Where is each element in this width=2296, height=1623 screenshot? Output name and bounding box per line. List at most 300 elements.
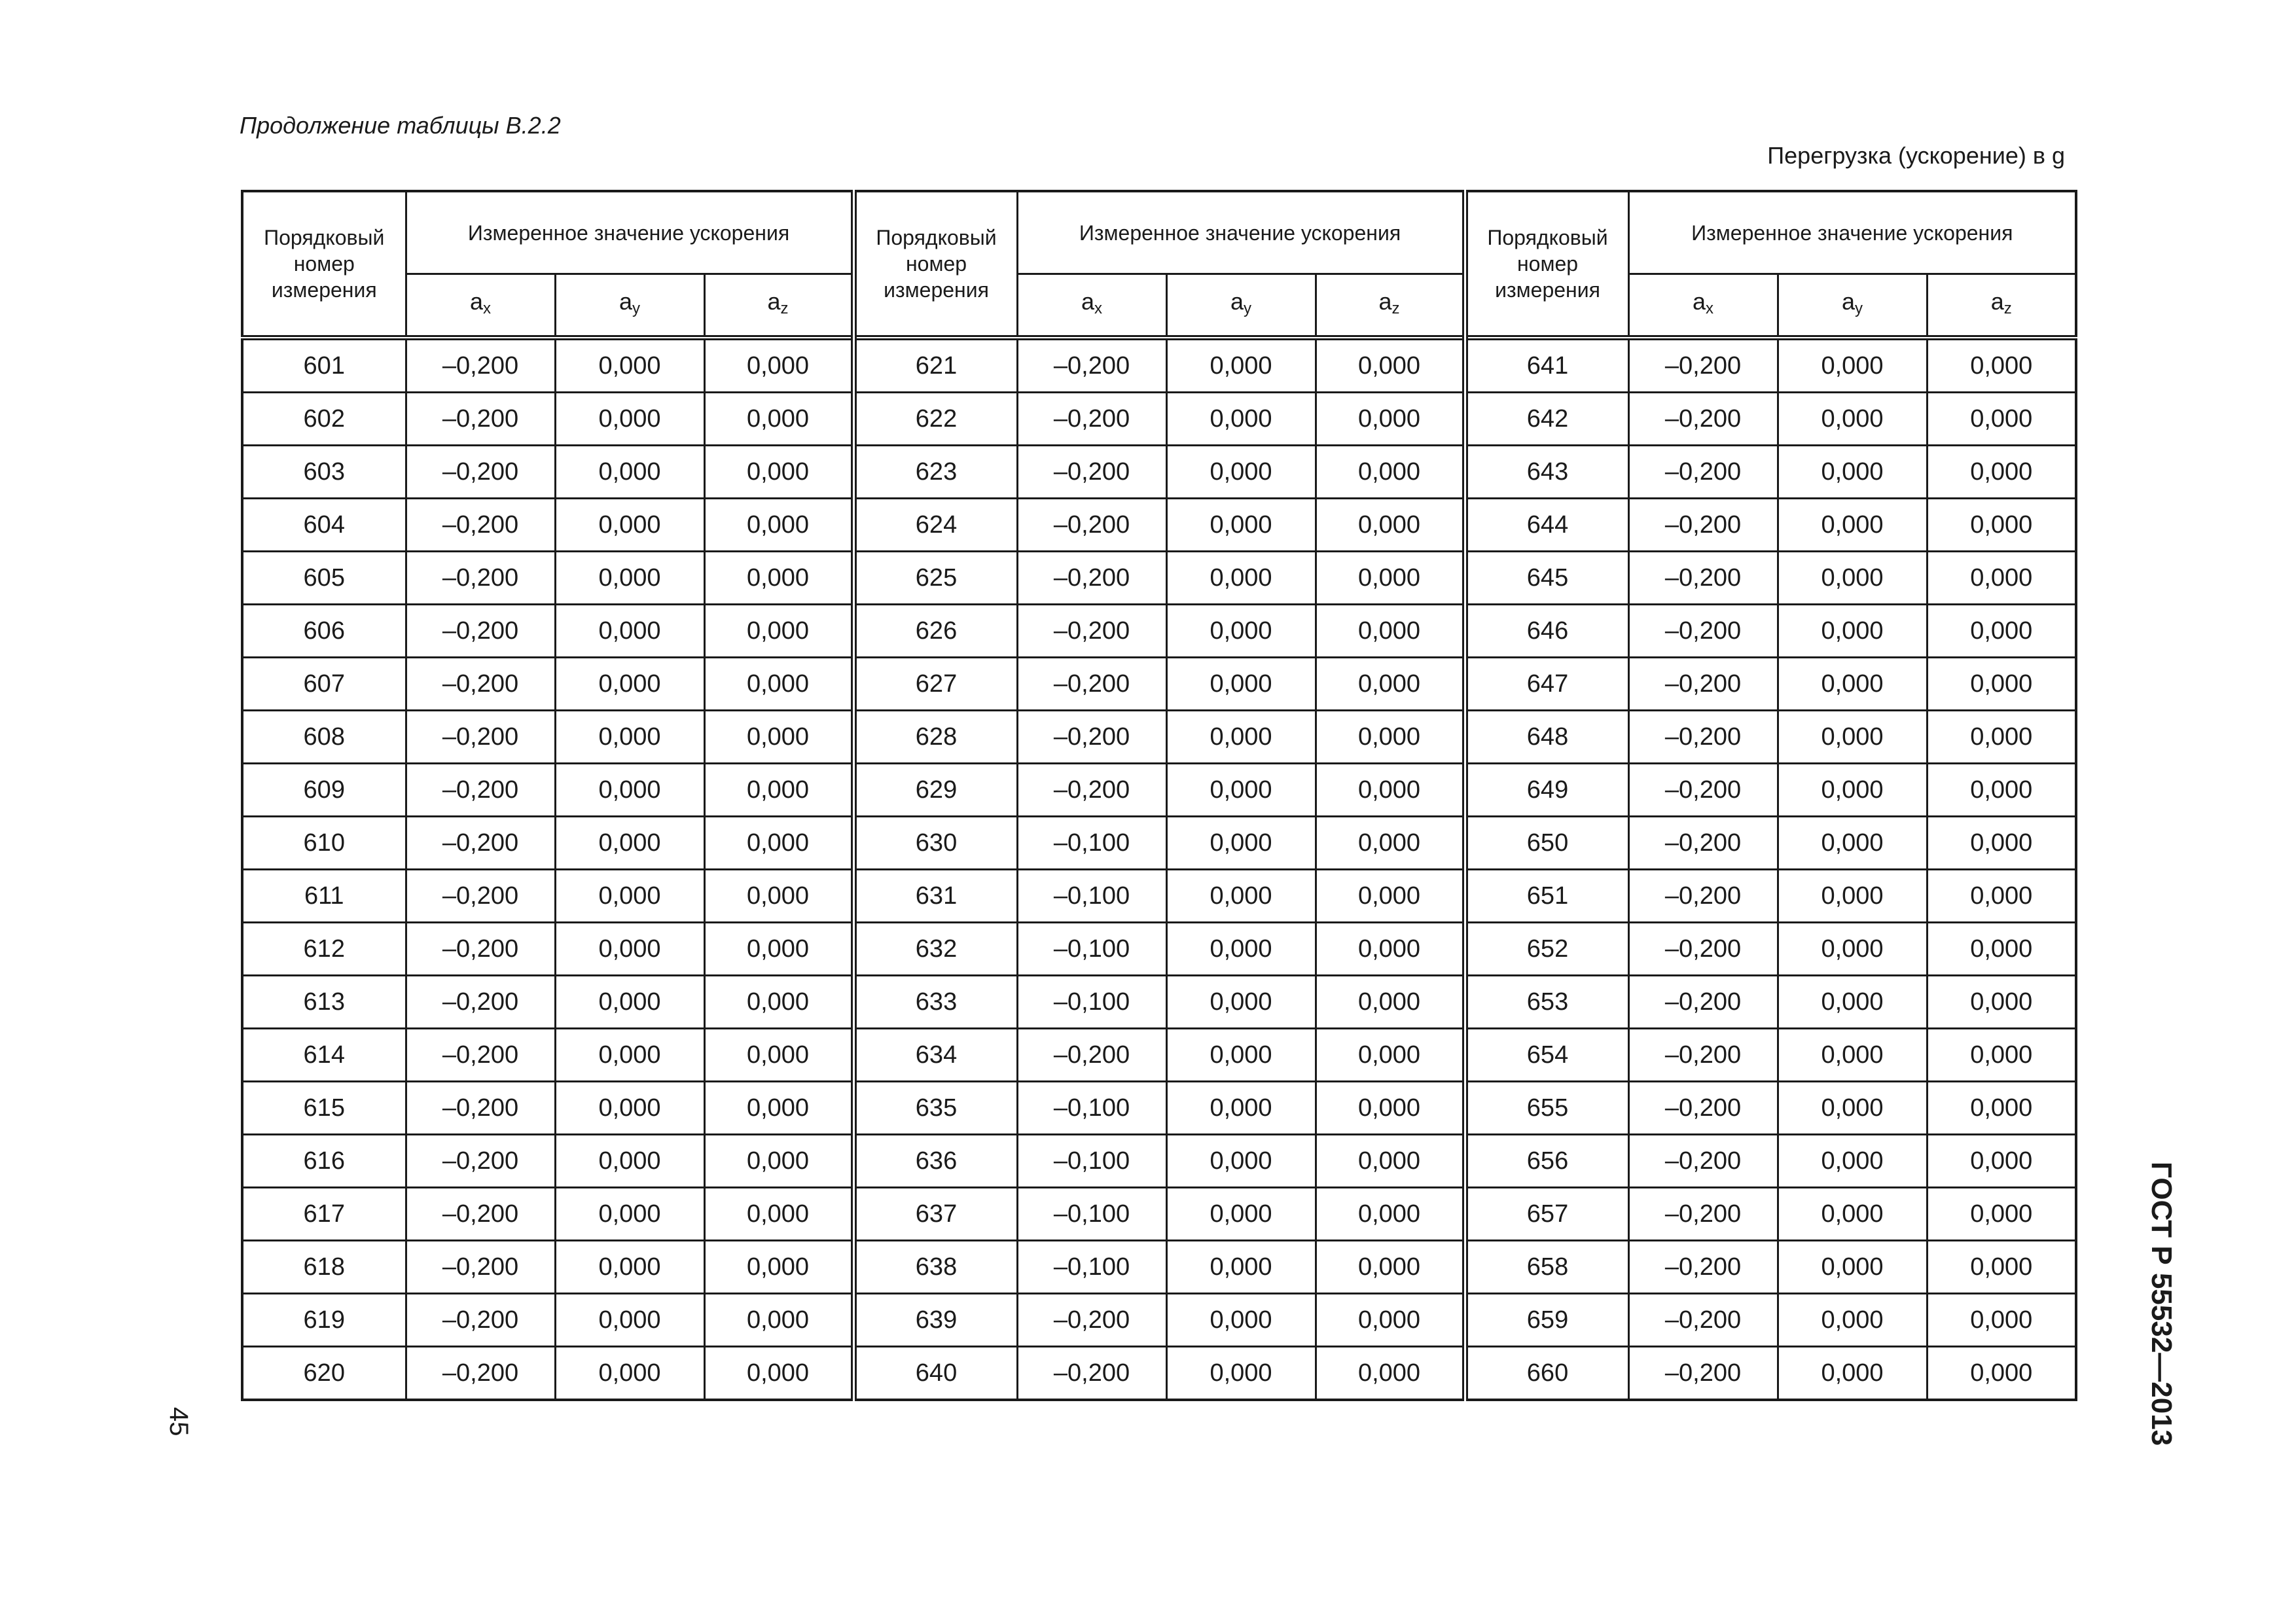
axis-letter: a [469,287,484,315]
cell-number: 622 [853,393,1017,446]
cell-az: 0,000 [1316,446,1465,499]
cell-ay: 0,000 [1166,658,1316,711]
page-number: 45 [164,1407,193,1436]
cell-ax: –0,200 [1017,1294,1166,1347]
cell-ax: –0,200 [1628,1294,1778,1347]
cell-az: 0,000 [1927,764,2076,817]
cell-ay: 0,000 [1778,1082,1927,1135]
cell-az: 0,000 [1927,1135,2076,1188]
document-code: ГОСТ Р 55532—2013 [2145,1162,2178,1446]
cell-az: 0,000 [704,764,853,817]
cell-ax: –0,200 [406,1029,555,1082]
cell-number: 609 [242,764,406,817]
cell-ay: 0,000 [555,1241,704,1294]
cell-number: 632 [853,923,1017,976]
cell-ay: 0,000 [1778,1241,1927,1294]
cell-number: 621 [853,338,1017,393]
cell-number: 607 [242,658,406,711]
cell-number: 639 [853,1294,1017,1347]
cell-ax: –0,200 [406,338,555,393]
cell-az: 0,000 [1316,338,1465,393]
cell-ay: 0,000 [555,1082,704,1135]
cell-ax: –0,200 [406,1294,555,1347]
cell-number: 623 [853,446,1017,499]
cell-az: 0,000 [1927,605,2076,658]
cell-az: 0,000 [1927,1347,2076,1400]
cell-az: 0,000 [1316,552,1465,605]
column-header-measured: Измеренное значение ускорения [1628,191,2076,274]
cell-number: 620 [242,1347,406,1400]
cell-number: 653 [1465,976,1628,1029]
cell-number: 649 [1465,764,1628,817]
cell-ax: –0,200 [1628,605,1778,658]
axis-subscript: z [1391,299,1400,317]
column-header-az [704,274,853,338]
table-row [242,605,2076,658]
cell-ax: –0,200 [1628,338,1778,393]
cell-az: 0,000 [1927,1188,2076,1241]
cell-number: 630 [853,817,1017,870]
cell-ay: 0,000 [1166,499,1316,552]
cell-number: 604 [242,499,406,552]
cell-number: 617 [242,1188,406,1241]
cell-number: 616 [242,1135,406,1188]
table-row [242,552,2076,605]
cell-ax: –0,100 [1017,817,1166,870]
cell-ax: –0,200 [1628,1347,1778,1400]
cell-ax: –0,200 [1017,711,1166,764]
cell-ay: 0,000 [1166,552,1316,605]
cell-ay: 0,000 [1778,393,1927,446]
table-row [242,1135,2076,1188]
cell-ay: 0,000 [1778,1135,1927,1188]
cell-az: 0,000 [1927,923,2076,976]
cell-ax: –0,200 [406,1241,555,1294]
column-header-az [1927,274,2076,338]
cell-ay: 0,000 [1778,499,1927,552]
cell-number: 644 [1465,499,1628,552]
cell-number: 627 [853,658,1017,711]
axis-letter: a [1990,287,2004,315]
cell-ax: –0,100 [1017,870,1166,923]
table-row [242,1294,2076,1347]
cell-number: 634 [853,1029,1017,1082]
column-header-number: Порядковый номер измерения [242,191,406,338]
cell-ax: –0,200 [1628,552,1778,605]
cell-az: 0,000 [704,658,853,711]
cell-az: 0,000 [704,446,853,499]
cell-ax: –0,200 [1017,764,1166,817]
cell-az: 0,000 [1927,1082,2076,1135]
cell-az: 0,000 [704,711,853,764]
cell-ay: 0,000 [555,1294,704,1347]
cell-az: 0,000 [704,393,853,446]
table-row [242,446,2076,499]
cell-az: 0,000 [1927,446,2076,499]
cell-number: 641 [1465,338,1628,393]
cell-number: 625 [853,552,1017,605]
cell-az: 0,000 [1316,976,1465,1029]
units-note: Перегрузка (ускорение) в g [1767,142,2065,169]
axis-subscript: z [780,299,789,317]
cell-ay: 0,000 [555,764,704,817]
cell-az: 0,000 [704,1294,853,1347]
cell-ay: 0,000 [1166,817,1316,870]
cell-ax: –0,200 [406,923,555,976]
cell-ax: –0,200 [1628,976,1778,1029]
cell-number: 635 [853,1082,1017,1135]
cell-az: 0,000 [1927,711,2076,764]
cell-ay: 0,000 [555,976,704,1029]
table-row [242,1347,2076,1400]
table-row [242,1188,2076,1241]
cell-number: 610 [242,817,406,870]
axis-subscript: x [1706,299,1714,317]
column-header-ax [1017,274,1166,338]
cell-ay: 0,000 [1166,976,1316,1029]
cell-az: 0,000 [704,1082,853,1135]
cell-ax: –0,200 [1628,1135,1778,1188]
cell-az: 0,000 [1927,552,2076,605]
cell-ay: 0,000 [1166,393,1316,446]
table-row [242,658,2076,711]
cell-ay: 0,000 [555,711,704,764]
cell-number: 636 [853,1135,1017,1188]
cell-number: 640 [853,1347,1017,1400]
cell-az: 0,000 [1316,605,1465,658]
cell-ay: 0,000 [555,1347,704,1400]
cell-ax: –0,200 [1628,870,1778,923]
cell-ay: 0,000 [1166,711,1316,764]
cell-number: 624 [853,499,1017,552]
column-header-number: Порядковый номер измерения [1465,191,1628,338]
cell-ax: –0,200 [1628,446,1778,499]
cell-number: 650 [1465,817,1628,870]
cell-ax: –0,200 [1628,817,1778,870]
cell-ax: –0,200 [1628,658,1778,711]
axis-letter: a [1692,287,1706,315]
cell-number: 631 [853,870,1017,923]
cell-number: 606 [242,605,406,658]
cell-az: 0,000 [1927,1241,2076,1294]
cell-ax: –0,200 [1017,552,1166,605]
cell-ax: –0,100 [1017,1082,1166,1135]
cell-ay: 0,000 [555,870,704,923]
cell-ay: 0,000 [1166,1029,1316,1082]
cell-ax: –0,100 [1017,1188,1166,1241]
cell-ay: 0,000 [1166,764,1316,817]
table-row [242,711,2076,764]
axis-letter: a [1081,287,1095,315]
cell-ax: –0,200 [406,764,555,817]
cell-number: 657 [1465,1188,1628,1241]
cell-ay: 0,000 [1778,446,1927,499]
cell-ax: –0,200 [406,1082,555,1135]
header-row-axes [242,274,2076,338]
cell-az: 0,000 [1316,1241,1465,1294]
cell-ax: –0,200 [406,499,555,552]
cell-az: 0,000 [704,976,853,1029]
axis-subscript: y [632,299,641,317]
cell-number: 645 [1465,552,1628,605]
cell-az: 0,000 [1316,870,1465,923]
axis-letter: a [767,287,781,315]
cell-ax: –0,200 [1017,658,1166,711]
cell-az: 0,000 [1316,499,1465,552]
cell-number: 658 [1465,1241,1628,1294]
cell-ay: 0,000 [555,923,704,976]
table-row [242,393,2076,446]
cell-ax: –0,200 [1628,499,1778,552]
cell-ax: –0,200 [1628,711,1778,764]
cell-az: 0,000 [1316,1029,1465,1082]
cell-ax: –0,200 [406,976,555,1029]
cell-ay: 0,000 [555,446,704,499]
cell-number: 613 [242,976,406,1029]
cell-ay: 0,000 [555,499,704,552]
cell-number: 618 [242,1241,406,1294]
axis-letter: a [619,287,633,315]
cell-ax: –0,200 [1628,764,1778,817]
cell-number: 642 [1465,393,1628,446]
cell-ay: 0,000 [1778,605,1927,658]
cell-ax: –0,200 [406,393,555,446]
column-header-ax [406,274,555,338]
cell-number: 637 [853,1188,1017,1241]
cell-az: 0,000 [1316,1082,1465,1135]
cell-az: 0,000 [704,338,853,393]
table-row [242,764,2076,817]
cell-ax: –0,100 [1017,1241,1166,1294]
cell-number: 656 [1465,1135,1628,1188]
axis-subscript: x [1094,299,1103,317]
acceleration-table [241,190,2077,1401]
cell-az: 0,000 [1927,1029,2076,1082]
cell-ax: –0,200 [406,1135,555,1188]
cell-ax: –0,200 [1017,605,1166,658]
cell-ay: 0,000 [1166,923,1316,976]
cell-ay: 0,000 [1778,923,1927,976]
cell-ay: 0,000 [1778,658,1927,711]
cell-ax: –0,200 [1017,1347,1166,1400]
cell-ay: 0,000 [1778,870,1927,923]
axis-letter: a [1378,287,1392,315]
cell-ax: –0,200 [406,870,555,923]
cell-ay: 0,000 [1778,764,1927,817]
cell-az: 0,000 [1927,1294,2076,1347]
cell-az: 0,000 [704,1347,853,1400]
cell-az: 0,000 [1927,393,2076,446]
cell-number: 633 [853,976,1017,1029]
cell-az: 0,000 [704,1241,853,1294]
table-caption: Продолжение таблицы В.2.2 [240,112,561,139]
cell-az: 0,000 [1927,976,2076,1029]
cell-ay: 0,000 [1166,1135,1316,1188]
column-header-ax [1628,274,1778,338]
cell-number: 603 [242,446,406,499]
cell-ay: 0,000 [1166,605,1316,658]
cell-number: 647 [1465,658,1628,711]
cell-az: 0,000 [1927,817,2076,870]
cell-ax: –0,200 [1628,393,1778,446]
cell-ax: –0,200 [406,817,555,870]
cell-number: 628 [853,711,1017,764]
cell-az: 0,000 [1316,1188,1465,1241]
cell-ax: –0,200 [406,711,555,764]
axis-letter: a [1230,287,1244,315]
table-row [242,1082,2076,1135]
cell-ay: 0,000 [555,1135,704,1188]
cell-az: 0,000 [1316,923,1465,976]
cell-number: 648 [1465,711,1628,764]
cell-ay: 0,000 [555,1188,704,1241]
cell-number: 626 [853,605,1017,658]
cell-az: 0,000 [1316,1135,1465,1188]
cell-az: 0,000 [704,923,853,976]
cell-ax: –0,200 [1017,338,1166,393]
cell-ay: 0,000 [1166,1294,1316,1347]
cell-number: 619 [242,1294,406,1347]
table-row [242,499,2076,552]
cell-ay: 0,000 [1166,338,1316,393]
cell-ax: –0,200 [1628,1029,1778,1082]
table-row [242,976,2076,1029]
cell-ay: 0,000 [555,552,704,605]
cell-az: 0,000 [1316,393,1465,446]
cell-az: 0,000 [704,499,853,552]
cell-ay: 0,000 [1778,711,1927,764]
cell-ay: 0,000 [1778,338,1927,393]
column-header-measured: Измеренное значение ускорения [406,191,853,274]
cell-number: 605 [242,552,406,605]
cell-ax: –0,100 [1017,976,1166,1029]
cell-ax: –0,200 [1017,393,1166,446]
cell-ay: 0,000 [1166,1347,1316,1400]
cell-ay: 0,000 [1166,446,1316,499]
cell-az: 0,000 [704,605,853,658]
cell-az: 0,000 [1316,764,1465,817]
cell-number: 602 [242,393,406,446]
table-row [242,1029,2076,1082]
cell-ax: –0,200 [1628,1082,1778,1135]
cell-az: 0,000 [704,1135,853,1188]
cell-ay: 0,000 [1166,1241,1316,1294]
cell-number: 608 [242,711,406,764]
cell-ay: 0,000 [1778,976,1927,1029]
cell-number: 638 [853,1241,1017,1294]
cell-ay: 0,000 [1166,1188,1316,1241]
cell-ay: 0,000 [555,393,704,446]
header-row-groups [242,191,2076,274]
column-header-measured: Измеренное значение ускорения [1017,191,1465,274]
cell-az: 0,000 [1927,658,2076,711]
cell-az: 0,000 [1316,817,1465,870]
cell-number: 655 [1465,1082,1628,1135]
cell-ay: 0,000 [1166,870,1316,923]
column-header-ay [1778,274,1927,338]
cell-az: 0,000 [1316,711,1465,764]
cell-ax: –0,200 [1628,1241,1778,1294]
cell-ax: –0,200 [1017,446,1166,499]
cell-ax: –0,200 [406,552,555,605]
cell-ay: 0,000 [555,338,704,393]
cell-az: 0,000 [1927,499,2076,552]
axis-letter: a [1841,287,1856,315]
cell-ax: –0,200 [406,605,555,658]
column-header-ay [1166,274,1316,338]
cell-ay: 0,000 [555,1029,704,1082]
cell-number: 611 [242,870,406,923]
table-row [242,1241,2076,1294]
cell-ax: –0,200 [406,446,555,499]
cell-ax: –0,100 [1017,1135,1166,1188]
cell-ay: 0,000 [1778,1294,1927,1347]
cell-az: 0,000 [704,870,853,923]
cell-number: 601 [242,338,406,393]
cell-ay: 0,000 [1778,552,1927,605]
cell-number: 614 [242,1029,406,1082]
cell-ax: –0,200 [1628,1188,1778,1241]
cell-number: 615 [242,1082,406,1135]
cell-number: 651 [1465,870,1628,923]
cell-az: 0,000 [1316,1294,1465,1347]
cell-ay: 0,000 [555,605,704,658]
cell-number: 652 [1465,923,1628,976]
cell-ay: 0,000 [555,817,704,870]
cell-number: 646 [1465,605,1628,658]
cell-number: 643 [1465,446,1628,499]
cell-ax: –0,100 [1017,923,1166,976]
cell-ax: –0,200 [1017,1029,1166,1082]
table-row [242,870,2076,923]
axis-subscript: y [1855,299,1863,317]
cell-number: 612 [242,923,406,976]
axis-subscript: y [1244,299,1252,317]
column-header-az [1316,274,1465,338]
cell-ay: 0,000 [555,658,704,711]
table-row [242,338,2076,393]
cell-az: 0,000 [1927,338,2076,393]
cell-ax: –0,200 [1628,923,1778,976]
axis-subscript: x [483,299,492,317]
cell-az: 0,000 [704,1188,853,1241]
cell-ay: 0,000 [1166,1082,1316,1135]
cell-number: 654 [1465,1029,1628,1082]
cell-ax: –0,200 [406,1347,555,1400]
cell-ax: –0,200 [1017,499,1166,552]
table-row [242,817,2076,870]
cell-az: 0,000 [704,552,853,605]
cell-az: 0,000 [704,1029,853,1082]
cell-az: 0,000 [1316,1347,1465,1400]
cell-az: 0,000 [1927,870,2076,923]
cell-ay: 0,000 [1778,1188,1927,1241]
cell-ay: 0,000 [1778,817,1927,870]
cell-az: 0,000 [1316,658,1465,711]
cell-ay: 0,000 [1778,1347,1927,1400]
cell-number: 660 [1465,1347,1628,1400]
cell-ax: –0,200 [406,1188,555,1241]
column-header-ay [555,274,704,338]
axis-subscript: z [2003,299,2012,317]
cell-number: 659 [1465,1294,1628,1347]
column-header-number: Порядковый номер измерения [853,191,1017,338]
cell-ax: –0,200 [406,658,555,711]
cell-az: 0,000 [704,817,853,870]
cell-number: 629 [853,764,1017,817]
table-body [242,338,2076,1400]
cell-ay: 0,000 [1778,1029,1927,1082]
